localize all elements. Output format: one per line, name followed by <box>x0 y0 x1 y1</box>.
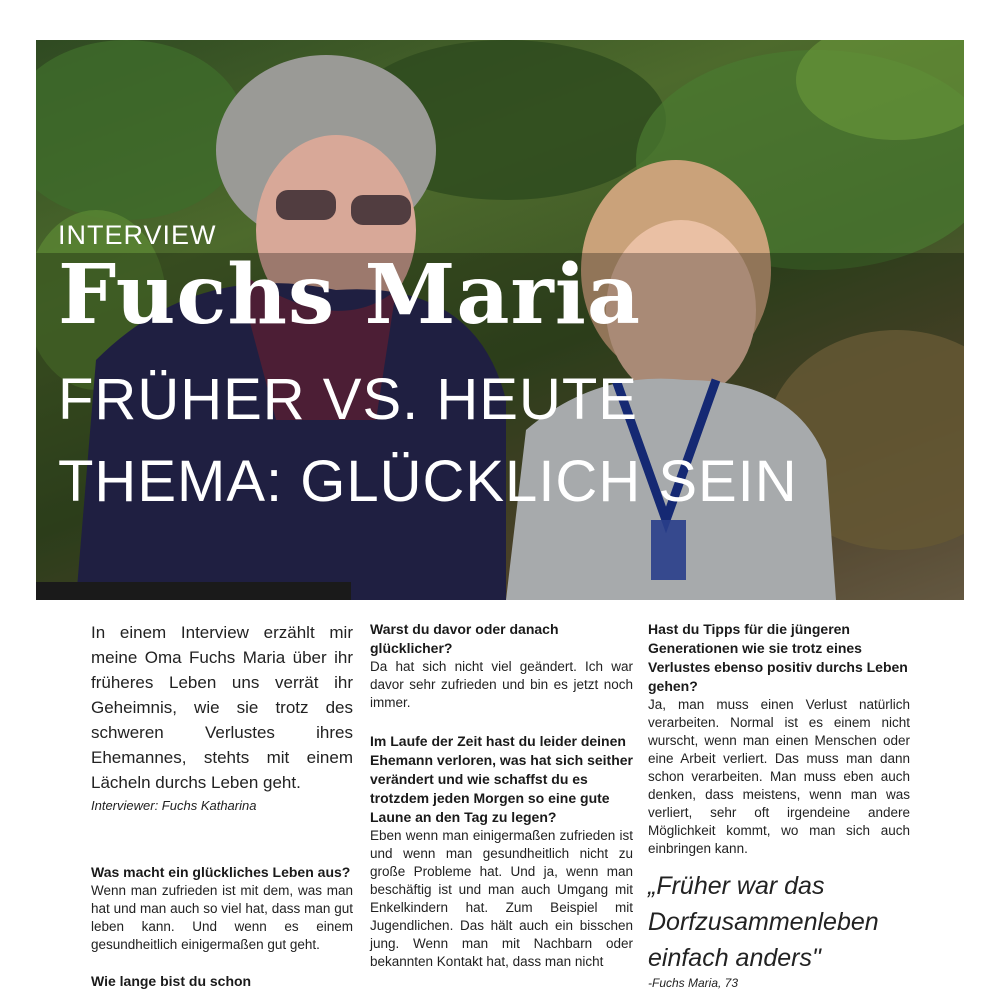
pull-quote-author: -Fuchs Maria, 73 <box>648 976 739 990</box>
column-3 <box>648 620 910 992</box>
question-4: Im Laufe der Zeit hast du leider deinen Ehemann verloren, was hat sich seither verändert und wie schaffst du es trotzdem jeden Morgen so eine gute Laune an den Tag zu legen? <box>370 733 633 825</box>
pull-quote: „Früher war das Dorfzusammenleben einfach anders" <box>648 872 879 972</box>
column-2 <box>370 620 633 971</box>
subtitle-1: FRÜHER VS. HEUTE <box>58 367 638 432</box>
section-kicker: INTERVIEW <box>58 220 217 250</box>
answer-4: Eben wenn man einigermaßen zufrieden ist und wenn man gesundheitlich nicht zu große Probleme hat. Und ja, wenn man beschäftig ist und man auch Umgang mit Enkelkindern hat. Zum Beispiel mit Jugendlichen. Das hält auch ein bisschen jung. Wenn man mit Nachbarn oder bekannten Kontakt hat, dass man nicht <box>370 828 633 969</box>
subtitle-2: THEMA: GLÜCKLICH SEIN <box>58 449 798 514</box>
answer-5: Ja, man muss einen Verlust natürlich verarbeiten. Normal ist es einem nicht wurscht, wenn man einen Menschen oder eine Arbeit verliert. Das muss man dann schon verarbeiten. Man muss eben auch denken, dass meistens, wenn man was verliert, sehr oft irgendeine andere Möglichkeit kommt, wo man sich auch einbringen kann. <box>648 697 910 856</box>
answer-3: Da hat sich nicht viel geändert. Ich war davor sehr zufrieden und bin es jetzt noch immer. <box>370 659 633 710</box>
intro-text: In einem Interview erzählt mir meine Oma Fuchs Maria über ihr früheres Leben uns verrät ihr Geheimnis, wie sie trotz des schweren Verlustes ihres Ehemannes, stehts mit einem Lächeln durchs Leben geht. <box>91 623 353 792</box>
question-1: Was macht ein glückliches Leben aus? <box>91 864 351 880</box>
page-title: Fuchs Maria <box>58 247 642 343</box>
answer-1: Wenn man zufrieden ist mit dem, was man hat und man auch so viel hat, dass man gut leben kann. Und wenn es einem gesundheitlich einigermaßen gut geht. <box>91 883 353 952</box>
question-3: Warst du davor oder danach glücklicher? <box>370 621 559 656</box>
question-5: Hast du Tipps für die jüngeren Generationen wie sie trotz eines Verlustes ebenso positiv durchs Leben gehen? <box>648 621 908 694</box>
question-2: Wie lange bist du schon <box>91 973 252 989</box>
accent-bar <box>36 582 351 600</box>
interviewer-byline: Interviewer: Fuchs Katharina <box>91 798 257 813</box>
column-1 <box>91 620 353 991</box>
